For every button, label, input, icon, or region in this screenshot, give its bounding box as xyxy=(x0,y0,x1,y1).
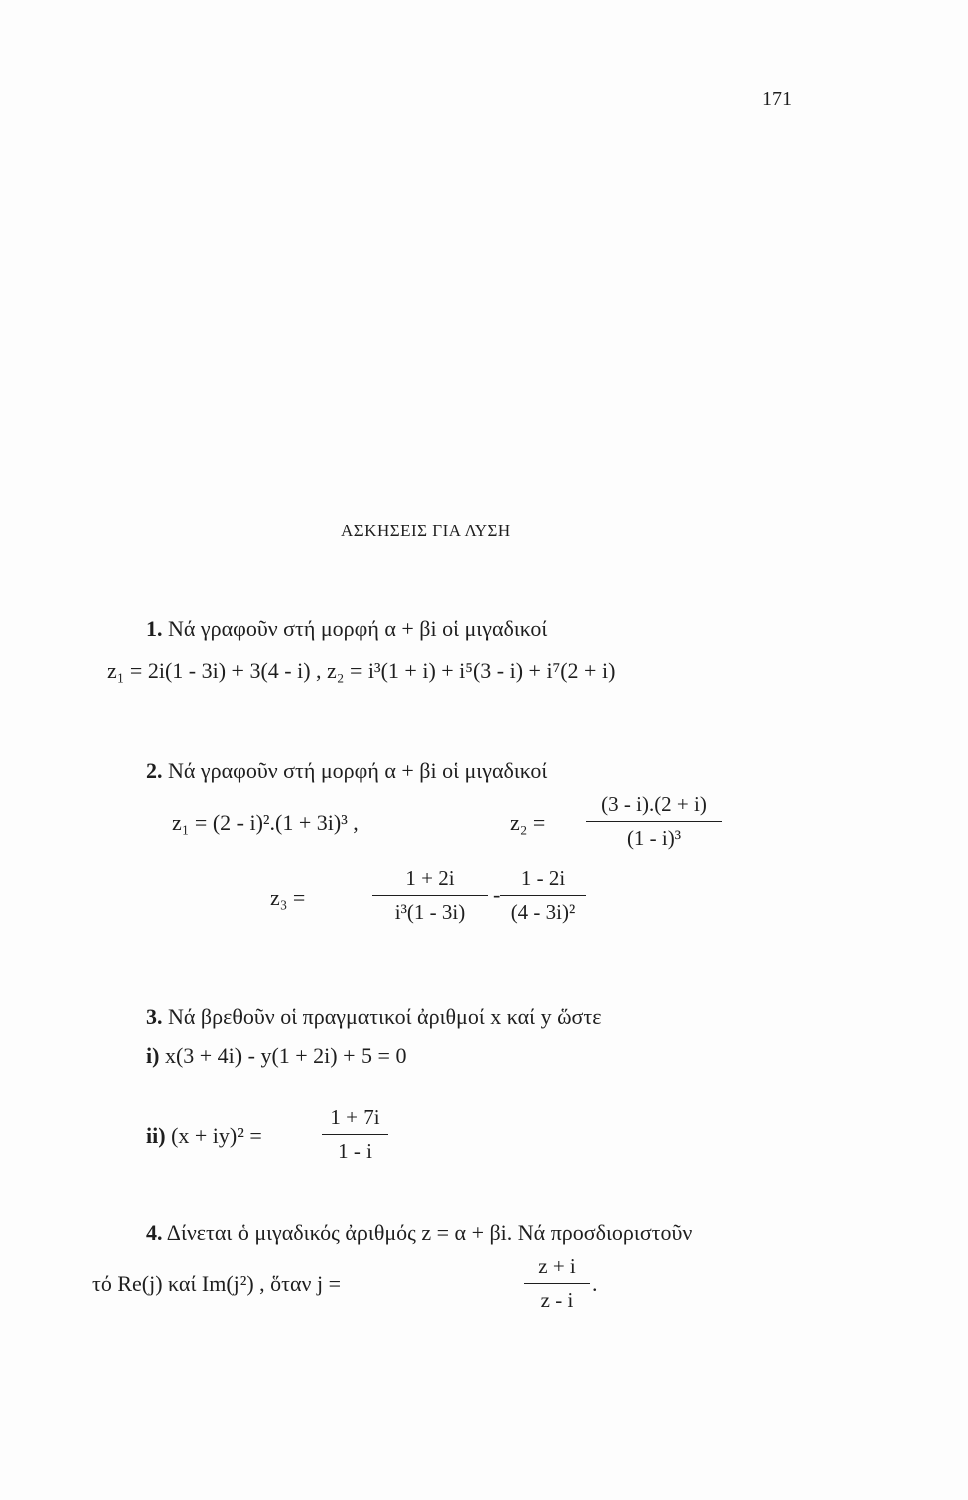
exercise-2-z3-lhs: z₃ = xyxy=(270,885,306,910)
part-ii-lhs: (x + iy)² = xyxy=(171,1123,262,1148)
z3-f1-denominator: i³(1 - 3i) xyxy=(394,900,466,924)
z3-f2-denominator: (4 - 3i)² xyxy=(510,900,576,924)
exercise-3-part-ii xyxy=(146,1125,262,1147)
part-ii-numerator: 1 + 7i xyxy=(330,1105,380,1129)
fraction-bar xyxy=(524,1283,590,1284)
exercise-4-statement xyxy=(146,1222,692,1244)
exercise-2-statement xyxy=(146,760,547,782)
z2-numerator: (3 - i).(2 + i) xyxy=(601,792,707,816)
part-ii-label: ii) xyxy=(146,1123,166,1148)
exercise-2-z1: z₁ = (2 - i)².(1 + 3i)³ , xyxy=(172,810,359,835)
exercise-2-z3-minus: - xyxy=(493,882,501,907)
exercise-1-text: Νά γραφοῦν στή μορφή α + βi οἱ μιγαδικοί xyxy=(168,616,548,641)
exercise-4-numerator: z + i xyxy=(538,1254,576,1278)
exercise-3-number: 3. xyxy=(146,1004,163,1029)
exercise-2-text: Νά γραφοῦν στή μορφή α + βi οἱ μιγαδικοί xyxy=(168,758,548,783)
exercise-4-period: . xyxy=(592,1271,598,1296)
exercise-1-number: 1. xyxy=(146,616,163,641)
fraction-bar xyxy=(372,895,488,896)
exercise-3-statement xyxy=(146,1006,602,1028)
exercise-4-text: Δίνεται ὁ μιγαδικός ἀριθμός z = α + βi. Νά προσδιοριστοῦν xyxy=(166,1220,693,1245)
exercise-3-text: Νά βρεθοῦν οἱ πραγματικοί ἀριθμοί x καί y ὥστε xyxy=(168,1004,602,1029)
exercise-2-z2-lhs: z₂ = xyxy=(510,810,546,835)
fraction-bar xyxy=(500,895,586,896)
exercise-2-z2-fraction xyxy=(586,792,722,851)
exercise-3-part-i xyxy=(146,1045,406,1067)
part-i-formula: x(3 + 4i) - y(1 + 2i) + 5 = 0 xyxy=(164,1043,407,1068)
exercise-2-number: 2. xyxy=(146,758,163,783)
z2-denominator: (1 - i)³ xyxy=(626,826,682,850)
exercise-4-number: 4. xyxy=(146,1220,163,1245)
page-number: 171 xyxy=(762,88,792,110)
exercise-2-z3-fraction-1 xyxy=(372,866,488,925)
exercise-4-denominator: z - i xyxy=(540,1288,574,1312)
exercise-1-formula: z₁ = 2i(1 - 3i) + 3(4 - i) , z₂ = i³(1 + i) + i⁵(3 - i) + i⁷(2 + i) xyxy=(107,658,616,683)
exercise-4-line-2: τό Re(j) καί Im(j²) , ὅταν j = xyxy=(92,1271,342,1296)
z3-f1-numerator: 1 + 2i xyxy=(405,866,455,890)
fraction-bar xyxy=(586,821,722,822)
fraction-bar xyxy=(322,1134,388,1135)
exercise-3-part-ii-fraction xyxy=(322,1105,388,1164)
exercise-1-statement xyxy=(146,618,547,640)
section-title: ΑΣΚΗΣΕΙΣ ΓΙΑ ΛΥΣΗ xyxy=(341,521,511,540)
part-ii-denominator: 1 - i xyxy=(338,1139,372,1163)
z3-f2-numerator: 1 - 2i xyxy=(520,866,566,890)
part-i-label: i) xyxy=(146,1043,160,1068)
exercise-4-fraction xyxy=(524,1254,590,1313)
exercise-2-z3-fraction-2 xyxy=(500,866,586,925)
